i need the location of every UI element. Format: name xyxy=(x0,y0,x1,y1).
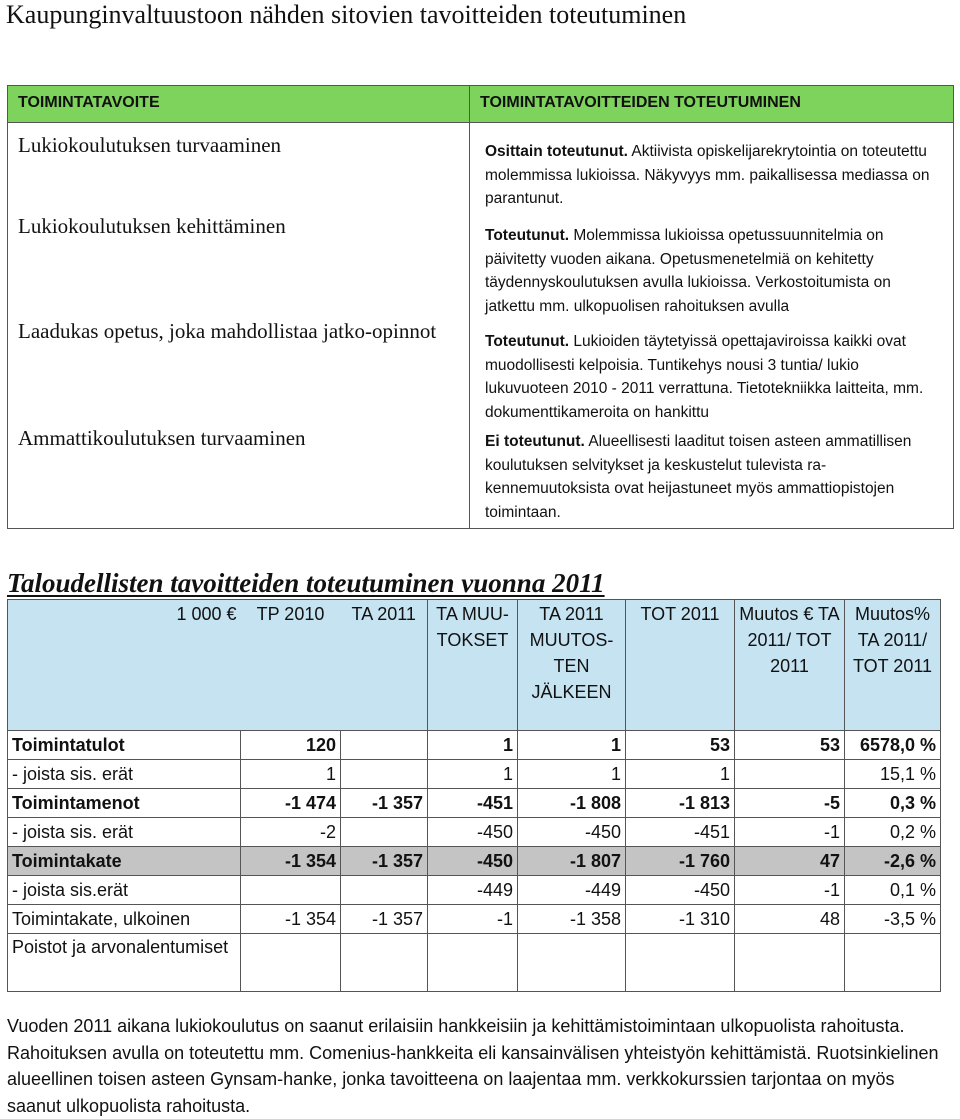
result-text: Alueellisesti laaditut toisen asteen ammatillisen koulutuksen selvitykset ja keskustelut tulevista rakennemuutoksista ovat heijastuneet myös ammattiopistojen toimintaan. xyxy=(485,433,912,521)
table-row xyxy=(8,876,941,905)
results-column xyxy=(470,123,954,529)
row-label: - joista sis.erät xyxy=(8,876,241,905)
cell-after: -1 808 xyxy=(518,789,626,818)
cell-tp2010 xyxy=(241,934,341,992)
cell-diff xyxy=(735,934,845,992)
footer-paragraph: Vuoden 2011 aikana lukiokoulutus on saanut erilaisiin hankkeisiin ja kehittämistoimintaan ulkopuolista rahoitusta. Rahoituksen avulla on toteutettu mm. Comenius-hankkeita eli kansainvälisen yhteistyön kehittämistä. Ruotsinkielinen alueellinen toisen asteen Gynsam-hanke, jonka tavoitteena on laajentaa mm. verkkokurssien tarjontaa on myös saanut ulkopuolista rahoitusta. xyxy=(7,1016,939,1116)
cell-tot xyxy=(626,934,735,992)
cell-ta2011 xyxy=(341,760,428,789)
table-row xyxy=(8,847,941,876)
header-ta-muutokset: TA MUUTOKSET xyxy=(428,600,518,731)
cell-pct: 15,1 % xyxy=(845,760,941,789)
header-tp2010: TP 2010 xyxy=(241,600,341,731)
cell-after: -450 xyxy=(518,818,626,847)
result-status: Ei toteutunut. xyxy=(485,433,585,450)
result-item xyxy=(485,430,943,524)
cell-pct xyxy=(845,934,941,992)
header-muutos-pct: Muutos% TA 2011/ TOT 2011 xyxy=(845,600,941,731)
header-ta-after: TA 2011 MUUTOSTEN JÄLKEEN xyxy=(518,600,626,731)
cell-muutokset: -449 xyxy=(428,876,518,905)
cell-tot: -451 xyxy=(626,818,735,847)
cell-ta2011: -1 357 xyxy=(341,789,428,818)
table-row xyxy=(8,789,941,818)
cell-diff: 48 xyxy=(735,905,845,934)
row-label: Poistot ja arvonalentumiset xyxy=(8,934,241,992)
cell-ta2011 xyxy=(341,934,428,992)
finance-section-title: Taloudellisten tavoitteiden toteutuminen vuonna 2011 xyxy=(7,568,605,598)
table-row xyxy=(8,731,941,760)
finance-table xyxy=(7,599,941,992)
row-label: Toimintatulot xyxy=(8,731,241,760)
cell-tot: 53 xyxy=(626,731,735,760)
table-row xyxy=(8,818,941,847)
goal-item: Lukiokoulutuksen turvaaminen xyxy=(18,133,282,157)
goal-item: Laadukas opetus, joka mahdollistaa jatko-opinnot xyxy=(18,319,437,343)
row-label: - joista sis. erät xyxy=(8,760,241,789)
result-status: Osittain toteutunut. xyxy=(485,143,628,160)
cell-ta2011: -1 357 xyxy=(341,847,428,876)
cell-pct: 0,2 % xyxy=(845,818,941,847)
cell-after: -1 807 xyxy=(518,847,626,876)
page-title: Kaupunginvaltuustoon nähden sitovien tavoitteiden toteutuminen xyxy=(6,0,687,29)
header-tot2011: TOT 2011 xyxy=(626,600,735,731)
cell-after: 1 xyxy=(518,731,626,760)
result-text: Lukioiden täytetyissä opettajaviroissa kaikki ovat muodollisesti kelpoisia. Tuntikehys nousi 3 tuntia/ lukio lukuvuoteen 2010 - 2011 verrattuna. Tietotekniikka laitteita, mm. dokumenttikameroita on hankittu xyxy=(485,333,924,421)
cell-diff: 53 xyxy=(735,731,845,760)
result-item xyxy=(485,330,943,424)
result-status: Toteutunut. xyxy=(485,227,570,244)
cell-tp2010: 120 xyxy=(241,731,341,760)
table-row xyxy=(8,934,941,992)
cell-after: 1 xyxy=(518,760,626,789)
goals-column xyxy=(8,123,470,529)
row-label: Toimintakate xyxy=(8,847,241,876)
header-unit: 1 000 € xyxy=(8,600,241,731)
row-label: Toimintamenot xyxy=(8,789,241,818)
cell-muutokset: 1 xyxy=(428,731,518,760)
cell-muutokset: 1 xyxy=(428,760,518,789)
cell-pct: -2,6 % xyxy=(845,847,941,876)
cell-after: -1 358 xyxy=(518,905,626,934)
cell-pct: 6578,0 % xyxy=(845,731,941,760)
cell-tot: -1 310 xyxy=(626,905,735,934)
cell-pct: -3,5 % xyxy=(845,905,941,934)
cell-tp2010: -1 354 xyxy=(241,847,341,876)
goals-header-right: TOIMINTATAVOITTEIDEN TOTEUTUMINEN xyxy=(470,86,954,123)
result-item xyxy=(485,224,943,318)
cell-tp2010: -1 354 xyxy=(241,905,341,934)
goals-header-left: TOIMINTATAVOITE xyxy=(8,86,470,123)
cell-tot: -450 xyxy=(626,876,735,905)
goal-item: Lukiokoulutuksen kehittäminen xyxy=(18,214,286,238)
cell-diff: -1 xyxy=(735,818,845,847)
cell-diff xyxy=(735,760,845,789)
cell-diff: -1 xyxy=(735,876,845,905)
header-muutos-eur: Muutos € TA 2011/ TOT 2011 xyxy=(735,600,845,731)
cell-muutokset: -451 xyxy=(428,789,518,818)
row-label: - joista sis. erät xyxy=(8,818,241,847)
cell-after: -449 xyxy=(518,876,626,905)
cell-tot: 1 xyxy=(626,760,735,789)
result-status: Toteutunut. xyxy=(485,333,570,350)
cell-tp2010 xyxy=(241,876,341,905)
cell-tot: -1 813 xyxy=(626,789,735,818)
cell-muutokset: -1 xyxy=(428,905,518,934)
cell-tot: -1 760 xyxy=(626,847,735,876)
goal-item: Ammattikoulutuksen turvaaminen xyxy=(18,426,306,450)
row-label: Toimintakate, ulkoinen xyxy=(8,905,241,934)
cell-diff: -5 xyxy=(735,789,845,818)
cell-tp2010: -2 xyxy=(241,818,341,847)
result-item xyxy=(485,140,943,211)
cell-tp2010: -1 474 xyxy=(241,789,341,818)
cell-muutokset: -450 xyxy=(428,847,518,876)
cell-after xyxy=(518,934,626,992)
cell-ta2011: -1 357 xyxy=(341,905,428,934)
cell-muutokset: -450 xyxy=(428,818,518,847)
cell-diff: 47 xyxy=(735,847,845,876)
cell-ta2011 xyxy=(341,731,428,760)
cell-tp2010: 1 xyxy=(241,760,341,789)
cell-muutokset xyxy=(428,934,518,992)
cell-pct: 0,3 % xyxy=(845,789,941,818)
cell-ta2011 xyxy=(341,876,428,905)
table-row xyxy=(8,905,941,934)
goals-table xyxy=(7,85,954,529)
cell-ta2011 xyxy=(341,818,428,847)
cell-pct: 0,1 % xyxy=(845,876,941,905)
header-ta2011: TA 2011 xyxy=(341,600,428,731)
result-text: Aktiivista opiskelijarekrytointia on toteutettu molemmissa lukioissa. Näkyvyys mm. paikallisessa mediassa on parantunut. xyxy=(485,143,930,207)
table-row xyxy=(8,760,941,789)
result-text: Molemmissa lukioissa opetussuunnitelmia on päivitetty vuoden aikana. Opetusmenetelmiä on kehitetty täydennyskoulutuksen avulla lukioissa. Verkostoitumista on jatkettu mm. ulkopuolisen rahoituksen avulla xyxy=(485,227,891,315)
